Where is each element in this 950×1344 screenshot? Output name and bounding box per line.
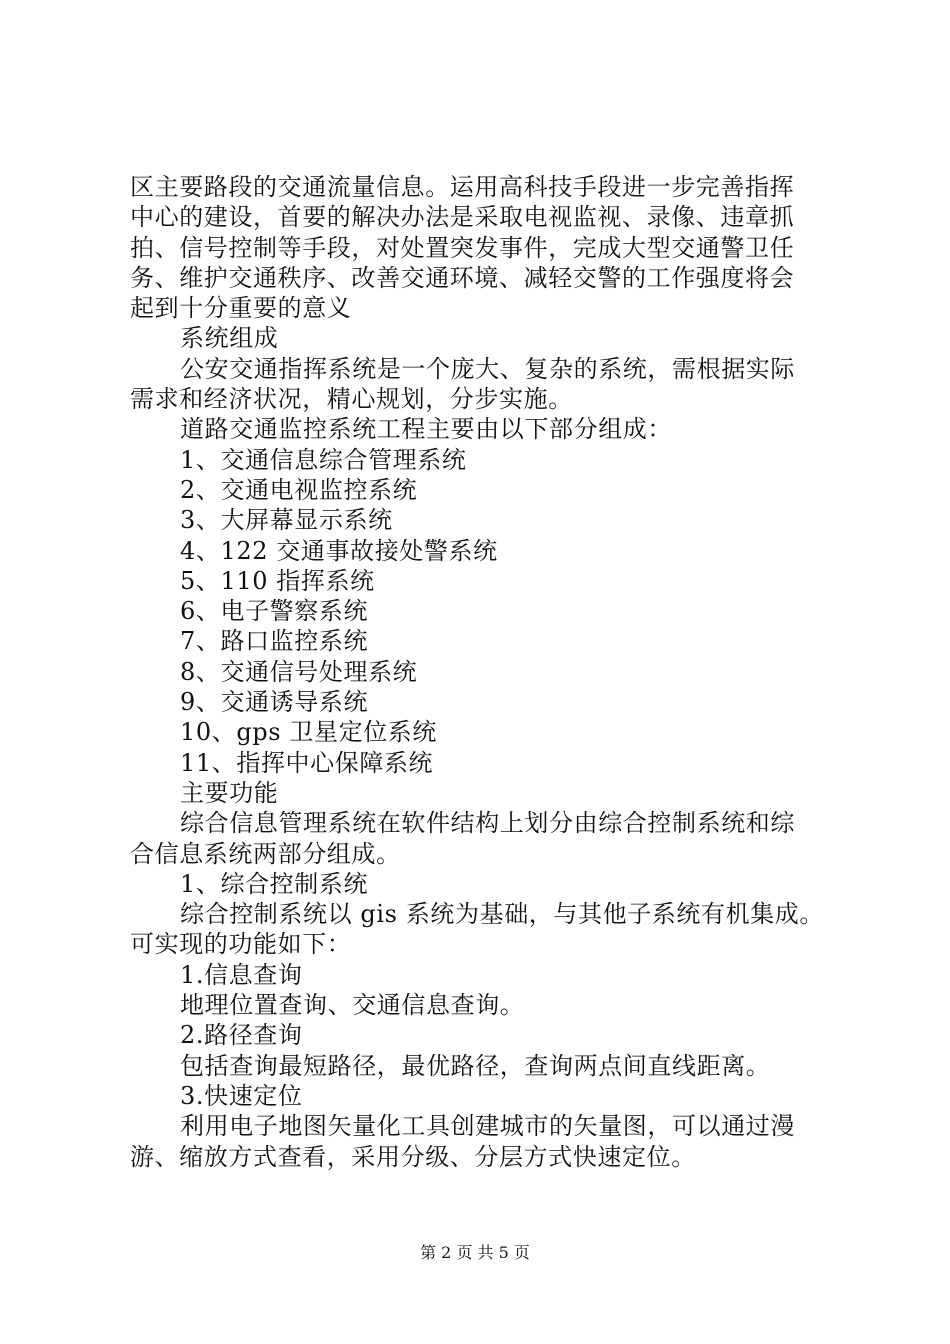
text-line: 公安交通指挥系统是一个庞大、复杂的系统，需根据实际 [180,354,795,383]
text-line: 中心的建设，首要的解决办法是采取电视监视、录像、违章抓 [130,203,795,232]
text-line: 1、综合控制系统 [180,869,369,898]
document-body [130,172,850,1172]
text-line: 起到十分重要的意义 [130,294,352,323]
text-line: 综合信息管理系统在软件结构上划分由综合控制系统和综 [180,809,795,838]
text-line: 需求和经济状况，精心规划，分步实施。 [130,385,573,414]
text-line: 6、电子警察系统 [180,597,369,626]
text-line: 包括查询最短路径，最优路径，查询两点间直线距离。 [180,1051,771,1080]
text-line: 5、110 指挥系统 [180,566,375,595]
text-line: 1.信息查询 [180,960,303,989]
text-line: 游、缩放方式查看，采用分级、分层方式快速定位。 [130,1142,696,1171]
text-line: 合信息系统两部分组成。 [130,839,401,868]
text-line: 拍、信号控制等手段，对处置突发事件，完成大型交通警卫任 [130,233,795,262]
text-line: 道路交通监控系统工程主要由以下部分组成： [180,415,672,444]
text-line: 2、交通电视监控系统 [180,475,418,504]
text-line: 2.路径查询 [180,1021,303,1050]
text-line: 11、指挥中心保障系统 [180,748,434,777]
text-line: 地理位置查询、交通信息查询。 [180,991,525,1020]
text-line: 3、大屏幕显示系统 [180,506,393,535]
text-line: 4、122 交通事故接处警系统 [180,536,498,565]
text-line: 9、交通诱导系统 [180,688,369,717]
text-line: 1、交通信息综合管理系统 [180,445,467,474]
text-line: 系统组成 [180,324,279,353]
text-line: 综合控制系统以 gis 系统为基础，与其他子系统有机集成。 [180,900,825,929]
text-line: 可实现的功能如下： [130,930,352,959]
text-line: 主要功能 [180,778,279,807]
text-line: 3.快速定位 [180,1081,303,1110]
text-line: 10、gps 卫星定位系统 [180,718,438,747]
text-line: 利用电子地图矢量化工具创建城市的矢量图，可以通过漫 [180,1112,795,1141]
text-line: 7、路口监控系统 [180,627,369,656]
text-line: 8、交通信号处理系统 [180,657,418,686]
text-line: 区主要路段的交通流量信息。运用高科技手段进一步完善指挥 [130,173,795,201]
text-line: 务、维护交通秩序、改善交通环境、减轻交警的工作强度将会 [130,263,795,292]
page-footer: 第 2 页 共 5 页 [420,1243,530,1262]
